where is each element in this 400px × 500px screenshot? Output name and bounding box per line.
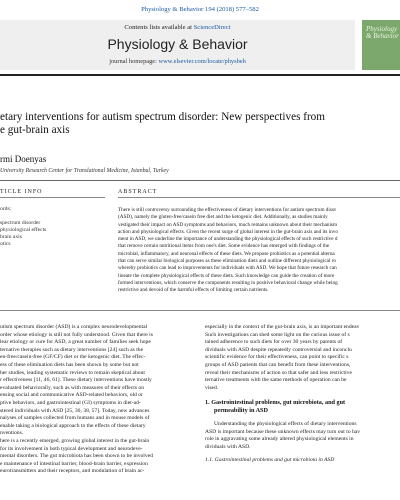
body-line: enable taking a biological approach to the effects of these dietary bbox=[0, 422, 146, 429]
body-line: nalyses of samples collected from humans and in mouse models of bbox=[0, 415, 150, 422]
body-line: mental disorders. The gut microbiota has been shown to be involved bbox=[0, 453, 153, 460]
body-line: her studies, leading systematic reviews to remain skeptical about bbox=[0, 369, 145, 376]
body-line: for its involvement in both typical development and neurodeve- bbox=[0, 445, 143, 452]
body-line: ternative therapies such as dietary interventions [24] such as the bbox=[0, 346, 144, 353]
journal-cover-image bbox=[362, 20, 400, 70]
abstract-line: that remove certain nutritional items from one's diet. Some evidence has emerged with findings of the bbox=[118, 243, 330, 250]
body-line: order whose etiology is still not fully understood. Given that there is bbox=[0, 331, 153, 338]
abstract-line: vestigated their impact on ASD symptoms and behaviors, much remains unknown about their mechanism bbox=[118, 221, 337, 228]
header-divider bbox=[0, 74, 400, 76]
body-line: dividuals with ASD despite repeatedly controversial and inconclu bbox=[205, 346, 352, 353]
keyword: brain axis bbox=[0, 234, 22, 240]
body-line: ensing social and communicative ASD-related behaviors, old or bbox=[0, 392, 143, 399]
body-line: Understanding the physiological effects of dietary interventions bbox=[214, 420, 357, 427]
abstract-line: ment in ASD, we underline the importance of understanding the physiological effects of such restrictive d bbox=[118, 236, 338, 243]
body-line: scientific evidence for their effectiveness, can point to specific s bbox=[205, 354, 349, 361]
author-affiliation: University Research Center for Translational Medicine, Istanbul, Turkey bbox=[0, 168, 169, 174]
body-line: nventions. bbox=[0, 430, 24, 437]
body-line: lear etiology or cure for ASD, a great number of families seek hope bbox=[0, 339, 151, 346]
body-line: ptive behaviors, and gastrointestinal (GI) symptoms in diet-ad- bbox=[0, 399, 141, 406]
sciencedirect-link[interactable]: ScienceDirect bbox=[193, 24, 231, 31]
journal-header bbox=[0, 20, 355, 70]
body-line: utism spectrum disorder (ASD) is a complex neurodevelopmental bbox=[0, 324, 148, 330]
body-line: tained adherence to such diets for over 30 years by parents of bbox=[205, 339, 343, 346]
title-line: etary interventions for autism spectrum disorder: New perspectives from bbox=[0, 111, 325, 123]
body-line: role in aggravating some already altered physiological elements in bbox=[205, 436, 354, 443]
body-line: here is a recently emerged, growing global interest in the gut-brain bbox=[0, 437, 150, 444]
abstract-line: that can serve similar biological purposes as these elimination diets and outline different physiological ro bbox=[118, 258, 337, 265]
body-left-column bbox=[0, 324, 188, 476]
body-line: groups of ASD patients that can benefit from these interventions, bbox=[205, 361, 351, 368]
abstract-line: There is still controversy surrounding the effectiveness of dietary interventions for autism spectrum disor bbox=[118, 207, 337, 213]
homepage-link[interactable]: www.elsevier.com/locate/physbeh bbox=[158, 58, 246, 65]
body-line: evaluated behaviorally, such as with measures of their effects on bbox=[0, 384, 144, 391]
article-info-heading: TICLE INFO bbox=[0, 189, 43, 195]
abstract-line: whereby probiotics can lead to improvements for individuals with ASD. We hope that future research can bbox=[118, 265, 337, 272]
body-line: r effectiveness [11, 46, 61]. These dietary interventions have mostly bbox=[0, 377, 152, 384]
divider bbox=[0, 180, 400, 181]
abstract-line: (ASD), namely the gluten-free/casein free diet and the ketogenic diet. Additionally, as studies mainly bbox=[118, 214, 328, 221]
keyword: physiological effects bbox=[0, 227, 47, 233]
body-line: ess of these elimination diets has been shown by some but not bbox=[0, 361, 139, 368]
availability-text: Contents lists available at bbox=[124, 24, 192, 31]
body-line: vised. bbox=[205, 384, 219, 391]
abstract-line: restrictive and devoid of the harmful effects of limiting certain nutrients. bbox=[118, 287, 269, 294]
abstract-text bbox=[118, 207, 400, 295]
divider bbox=[0, 310, 400, 311]
abstract-line: microbial, inflammatory, and neuronal effects of these diets. We propose probiotics as a potential alterna bbox=[118, 250, 335, 257]
cover-text: Physiology & Behavior bbox=[366, 25, 399, 40]
body-line: Such investigations can shed some light on the curious issue of s bbox=[205, 331, 350, 338]
divider bbox=[118, 197, 400, 198]
article-title bbox=[0, 111, 400, 138]
body-line: en-free/casein-free (GF/CF) diet or the ketogenic diet. The effec- bbox=[0, 354, 146, 361]
spacer bbox=[205, 392, 400, 399]
author-name[interactable]: rmi Doenyas bbox=[0, 154, 47, 164]
abstract-heading: ABSTRACT bbox=[118, 189, 158, 195]
body-line: reveal their mechanisms of action so that safer and less restrictive bbox=[205, 369, 352, 376]
body-line: ASD is important because these unknown effects may turn out to hav bbox=[205, 428, 361, 435]
title-line: e gut-brain axis bbox=[0, 124, 70, 137]
body-line: dividuals with ASD. bbox=[205, 443, 251, 450]
body-right-column bbox=[205, 324, 400, 465]
abstract-line: formed interventions, which conserve the components resulting in positive behavioral change while being bbox=[118, 279, 338, 286]
keyword: spectrum disorder bbox=[0, 220, 41, 226]
abstract-line: action and physiological effects. Given the recent surge of global interest in the gut-brain axis and its invo bbox=[118, 228, 338, 235]
homepage-label: journal homepage: bbox=[109, 58, 157, 65]
keyword: otics bbox=[0, 241, 11, 247]
keywords-heading: ords: bbox=[0, 206, 12, 212]
divider bbox=[0, 197, 105, 198]
subsection-heading: 1.1. Gastrointestinal problems and gut microbiota in ASD bbox=[205, 457, 335, 464]
running-head[interactable]: Physiology & Behavior 194 (2018) 577–582 bbox=[141, 6, 259, 13]
availability-line bbox=[0, 24, 355, 31]
body-line: ternative treatments with the same methods of operation can be bbox=[205, 377, 347, 384]
journal-name: Physiology & Behavior bbox=[107, 36, 248, 52]
body-line: especially in the context of the gut-brain axis, is an important endeav bbox=[205, 324, 360, 330]
body-line: e maintenance of intestinal barrier, blood-brain barrier, expression bbox=[0, 460, 148, 467]
section-heading: 1. Gastrointestinal problems, gut microbiota, and gut bbox=[205, 399, 346, 407]
section-heading: permeability in ASD bbox=[214, 407, 268, 415]
abstract-line: lineate the complete physiological effects of these diets. Such knowledge can guide the creation of more bbox=[118, 272, 335, 279]
body-line: eurotransmitters and their receptors, and modulation of brain ac- bbox=[0, 468, 145, 475]
body-line: stered individuals with ASD [25, 30, 38, 57]. Today, new advances bbox=[0, 407, 150, 414]
homepage-line bbox=[0, 58, 355, 65]
